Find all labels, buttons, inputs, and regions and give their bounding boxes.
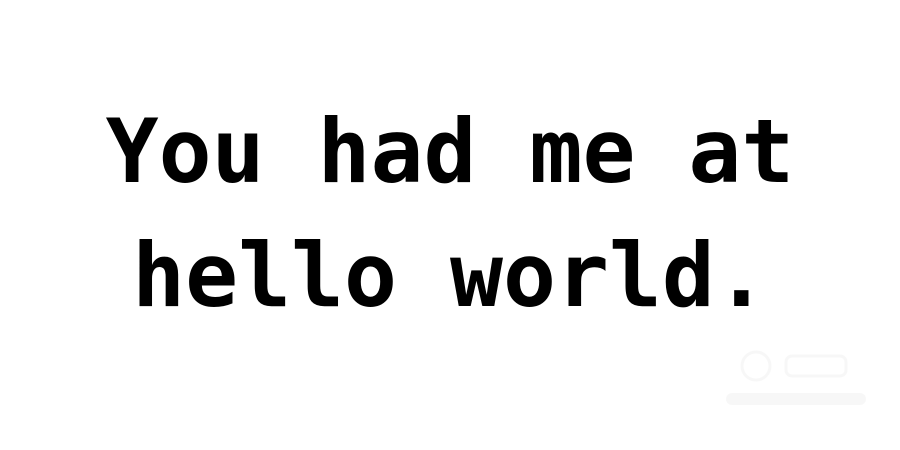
watermark-icon	[716, 338, 876, 418]
quote-line-2: hello world.	[132, 224, 768, 327]
quote-line-1: You had me at	[105, 100, 795, 203]
